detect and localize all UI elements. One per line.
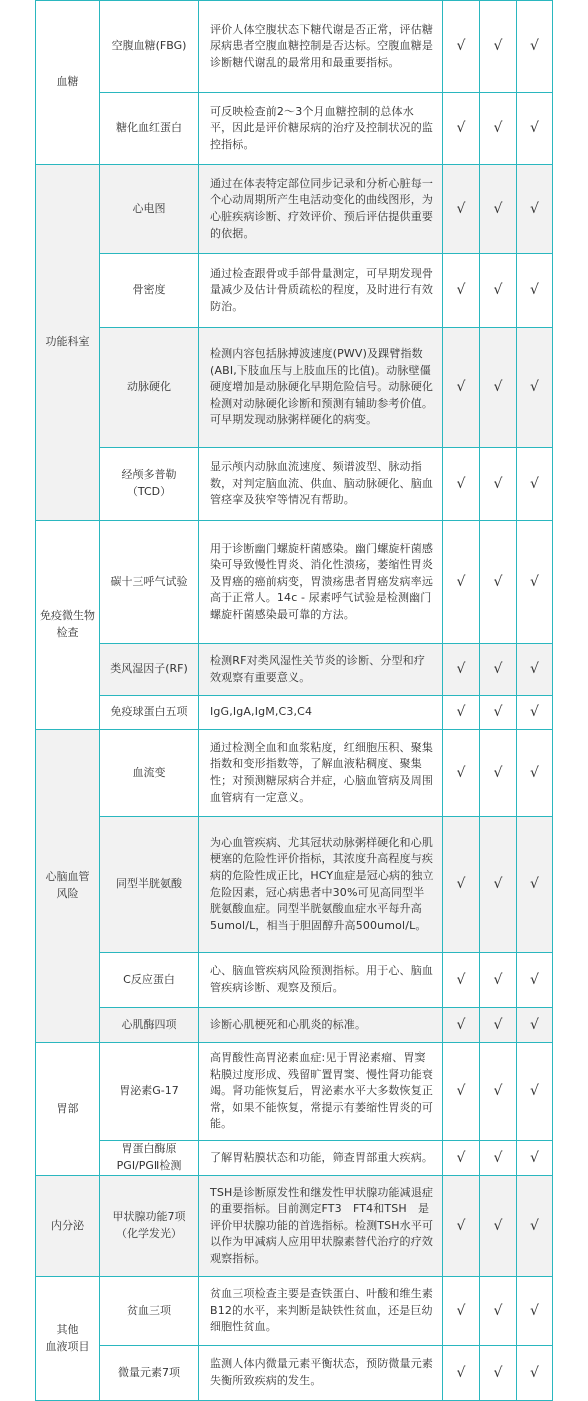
check-mark-cell: √ bbox=[443, 448, 480, 521]
check-mark-cell: √ bbox=[517, 1008, 553, 1043]
item-description-cell: 为心血管疾病、尤其冠状动脉粥样硬化和心肌梗塞的危险性评价指标，其浓度升高程度与疾病的危险性成正比，HCY血症是冠心病的独立危险因素，冠心病患者中30%可见高同型半胱氨酸血症。同型半胱氨酸血症水平每升高5umol/L，相当于胆固醇升高500umol/L。 bbox=[199, 817, 443, 953]
item-description-cell: IgG,IgA,IgM,C3,C4 bbox=[199, 696, 443, 730]
table-row bbox=[36, 1043, 553, 1141]
check-mark-cell: √ bbox=[443, 1141, 480, 1176]
check-mark-cell: √ bbox=[517, 165, 553, 254]
check-mark-cell: √ bbox=[480, 1, 517, 93]
item-name-cell: 血流变 bbox=[100, 730, 199, 817]
item-name-cell: 胃泌素G-17 bbox=[100, 1043, 199, 1141]
table-row bbox=[36, 1277, 553, 1346]
check-mark-cell: √ bbox=[480, 730, 517, 817]
check-mark-cell: √ bbox=[480, 1176, 517, 1277]
item-description-cell: 贫血三项检查主要是查铁蛋白、叶酸和维生素B12的水平，来判断是缺铁性贫血，还是巨幼细胞性贫血。 bbox=[199, 1277, 443, 1346]
check-mark-cell: √ bbox=[480, 953, 517, 1008]
check-mark-cell: √ bbox=[443, 953, 480, 1008]
check-mark-cell: √ bbox=[443, 1346, 480, 1401]
check-mark-cell: √ bbox=[443, 1277, 480, 1346]
check-mark-cell: √ bbox=[517, 1, 553, 93]
check-mark-cell: √ bbox=[443, 1176, 480, 1277]
item-description-cell: 通过在体表特定部位同步记录和分析心脏每一个心动周期所产生电活动变化的曲线图形，为心脏疾病诊断、疗效评价、预后评估提供重要的依据。 bbox=[199, 165, 443, 254]
item-description-cell: 高胃酸性高胃泌素血症:见于胃泌素瘤、胃窦粘膜过度形成、残留旷置胃窦、慢性肾功能衰竭。肾功能恢复后，胃泌素水平大多数恢复正常，如果不能恢复，常提示有萎缩性胃炎的可能。 bbox=[199, 1043, 443, 1141]
item-description-cell: 显示颅内动脉血流速度、频谱波型、脉动指数，对判定脑血流、供血、脑动脉硬化、脑血管痉挛及狭窄等情况有帮助。 bbox=[199, 448, 443, 521]
check-mark-cell: √ bbox=[443, 1043, 480, 1141]
check-mark-cell: √ bbox=[480, 165, 517, 254]
item-name-cell: 心电图 bbox=[100, 165, 199, 254]
item-description-cell: 诊断心肌梗死和心肌炎的标准。 bbox=[199, 1008, 443, 1043]
check-mark-cell: √ bbox=[480, 521, 517, 644]
check-mark-cell: √ bbox=[517, 696, 553, 730]
check-mark-cell: √ bbox=[517, 953, 553, 1008]
table-row bbox=[36, 1008, 553, 1043]
check-mark-cell: √ bbox=[443, 817, 480, 953]
item-name-cell: C反应蛋白 bbox=[100, 953, 199, 1008]
check-mark-cell: √ bbox=[517, 448, 553, 521]
check-mark-cell: √ bbox=[443, 696, 480, 730]
check-mark-cell: √ bbox=[517, 817, 553, 953]
check-mark-cell: √ bbox=[517, 644, 553, 696]
check-mark-cell: √ bbox=[443, 328, 480, 448]
check-mark-cell: √ bbox=[517, 93, 553, 165]
check-mark-cell: √ bbox=[443, 1008, 480, 1043]
item-description-cell: 检测RF对类风湿性关节炎的诊断、分型和疗效观察有重要意义。 bbox=[199, 644, 443, 696]
table-row bbox=[36, 165, 553, 254]
item-description-cell: 可反映检查前2～3个月血糖控制的总体水平，因此是评价糖尿病的治疗及控制状况的监控指标。 bbox=[199, 93, 443, 165]
table-row bbox=[36, 254, 553, 328]
item-name-cell: 骨密度 bbox=[100, 254, 199, 328]
table-row bbox=[36, 1141, 553, 1176]
check-mark-cell: √ bbox=[517, 521, 553, 644]
item-name-cell: 糖化血红蛋白 bbox=[100, 93, 199, 165]
check-mark-cell: √ bbox=[517, 1346, 553, 1401]
table-row bbox=[36, 1, 553, 93]
category-cell: 胃部 bbox=[36, 1043, 100, 1176]
item-name-cell: 甲状腺功能7项 （化学发光） bbox=[100, 1176, 199, 1277]
item-name-cell: 胃蛋白酶原 PGⅠ/PGⅡ检测 bbox=[100, 1141, 199, 1176]
table-row bbox=[36, 644, 553, 696]
check-mark-cell: √ bbox=[517, 1043, 553, 1141]
category-cell: 内分泌 bbox=[36, 1176, 100, 1277]
check-mark-cell: √ bbox=[480, 644, 517, 696]
check-mark-cell: √ bbox=[480, 328, 517, 448]
table-row bbox=[36, 448, 553, 521]
category-cell: 心脑血管 风险 bbox=[36, 730, 100, 1043]
table-row bbox=[36, 696, 553, 730]
item-description-cell: 用于诊断幽门螺旋杆菌感染。幽门螺旋杆菌感染可导致慢性胃炎、消化性溃疡，萎缩性胃炎及胃癌的癌前病变，胃溃疡患者胃癌发病率远高于正常人。14c - 尿素呼气试验是检测幽门螺旋杆菌感染最可靠的方法。 bbox=[199, 521, 443, 644]
check-mark-cell: √ bbox=[443, 93, 480, 165]
check-mark-cell: √ bbox=[480, 448, 517, 521]
item-name-cell: 经颅多普勒（TCD） bbox=[100, 448, 199, 521]
item-description-cell: 评价人体空腹状态下糖代谢是否正常，评估糖尿病患者空腹血糖控制是否达标。空腹血糖是诊断糖代谢乱的最常用和最重要指标。 bbox=[199, 1, 443, 93]
table-row bbox=[36, 93, 553, 165]
item-name-cell: 同型半胱氨酸 bbox=[100, 817, 199, 953]
check-mark-cell: √ bbox=[517, 730, 553, 817]
item-name-cell: 动脉硬化 bbox=[100, 328, 199, 448]
check-mark-cell: √ bbox=[480, 696, 517, 730]
check-mark-cell: √ bbox=[517, 328, 553, 448]
check-mark-cell: √ bbox=[480, 1277, 517, 1346]
check-mark-cell: √ bbox=[443, 254, 480, 328]
check-mark-cell: √ bbox=[480, 1346, 517, 1401]
check-mark-cell: √ bbox=[517, 254, 553, 328]
item-name-cell: 心肌酶四项 bbox=[100, 1008, 199, 1043]
checkup-items-table bbox=[35, 0, 553, 1401]
table-row bbox=[36, 953, 553, 1008]
check-mark-cell: √ bbox=[480, 254, 517, 328]
item-description-cell: 了解胃粘膜状态和功能，筛查胃部重大疾病。 bbox=[199, 1141, 443, 1176]
item-name-cell: 免疫球蛋白五项 bbox=[100, 696, 199, 730]
item-description-cell: 通过检查跟骨或手部骨量测定，可早期发现骨量减少及估计骨质疏松的程度，及时进行有效防治。 bbox=[199, 254, 443, 328]
item-description-cell: 通过检测全血和血浆粘度，红细胞压积、聚集指数和变形指数等，了解血液粘稠度、聚集性；对预测糖尿病合并症，心脑血管病及周围血管病有一定意义。 bbox=[199, 730, 443, 817]
table-row bbox=[36, 1346, 553, 1401]
category-cell: 其他 血液项目 bbox=[36, 1277, 100, 1401]
category-cell: 功能科室 bbox=[36, 165, 100, 521]
item-description-cell: 检测内容包括脉搏波速度(PWV)及踝臂指数(ABI,下肢血压与上肢血压的比值)。动脉壁僵硬度增加是动脉硬化早期危险信号。动脉硬化检测对动脉硬化诊断和预测有辅助参考价值。可早期发现动脉粥样硬化的病变。 bbox=[199, 328, 443, 448]
item-description-cell: 监测人体内微量元素平衡状态，预防微量元素失衡所致疾病的发生。 bbox=[199, 1346, 443, 1401]
check-mark-cell: √ bbox=[517, 1277, 553, 1346]
check-mark-cell: √ bbox=[480, 1008, 517, 1043]
item-name-cell: 贫血三项 bbox=[100, 1277, 199, 1346]
table-row bbox=[36, 817, 553, 953]
check-mark-cell: √ bbox=[480, 817, 517, 953]
check-mark-cell: √ bbox=[443, 730, 480, 817]
check-mark-cell: √ bbox=[517, 1141, 553, 1176]
check-mark-cell: √ bbox=[443, 1, 480, 93]
check-mark-cell: √ bbox=[480, 1141, 517, 1176]
check-mark-cell: √ bbox=[480, 93, 517, 165]
category-cell: 血糖 bbox=[36, 1, 100, 165]
item-name-cell: 类风湿因子(RF) bbox=[100, 644, 199, 696]
table-row bbox=[36, 328, 553, 448]
table-row bbox=[36, 730, 553, 817]
item-description-cell: 心、脑血管疾病风险预测指标。用于心、脑血管疾病诊断、观察及预后。 bbox=[199, 953, 443, 1008]
check-mark-cell: √ bbox=[443, 521, 480, 644]
check-mark-cell: √ bbox=[517, 1176, 553, 1277]
item-name-cell: 微量元素7项 bbox=[100, 1346, 199, 1401]
item-name-cell: 空腹血糖(FBG) bbox=[100, 1, 199, 93]
table-row bbox=[36, 1176, 553, 1277]
table-row bbox=[36, 521, 553, 644]
category-cell: 免疫微生物 检查 bbox=[36, 521, 100, 730]
item-name-cell: 碳十三呼气试验 bbox=[100, 521, 199, 644]
check-mark-cell: √ bbox=[443, 644, 480, 696]
check-mark-cell: √ bbox=[480, 1043, 517, 1141]
check-mark-cell: √ bbox=[443, 165, 480, 254]
item-description-cell: TSH是诊断原发性和继发性甲状腺功能减退症的重要指标。目前测定FT3 FT4和TSH 是评价甲状腺功能的首选指标。检测TSH水平可以作为甲减病人应用甲状腺素替代治疗的疗效观察指标。 bbox=[199, 1176, 443, 1277]
